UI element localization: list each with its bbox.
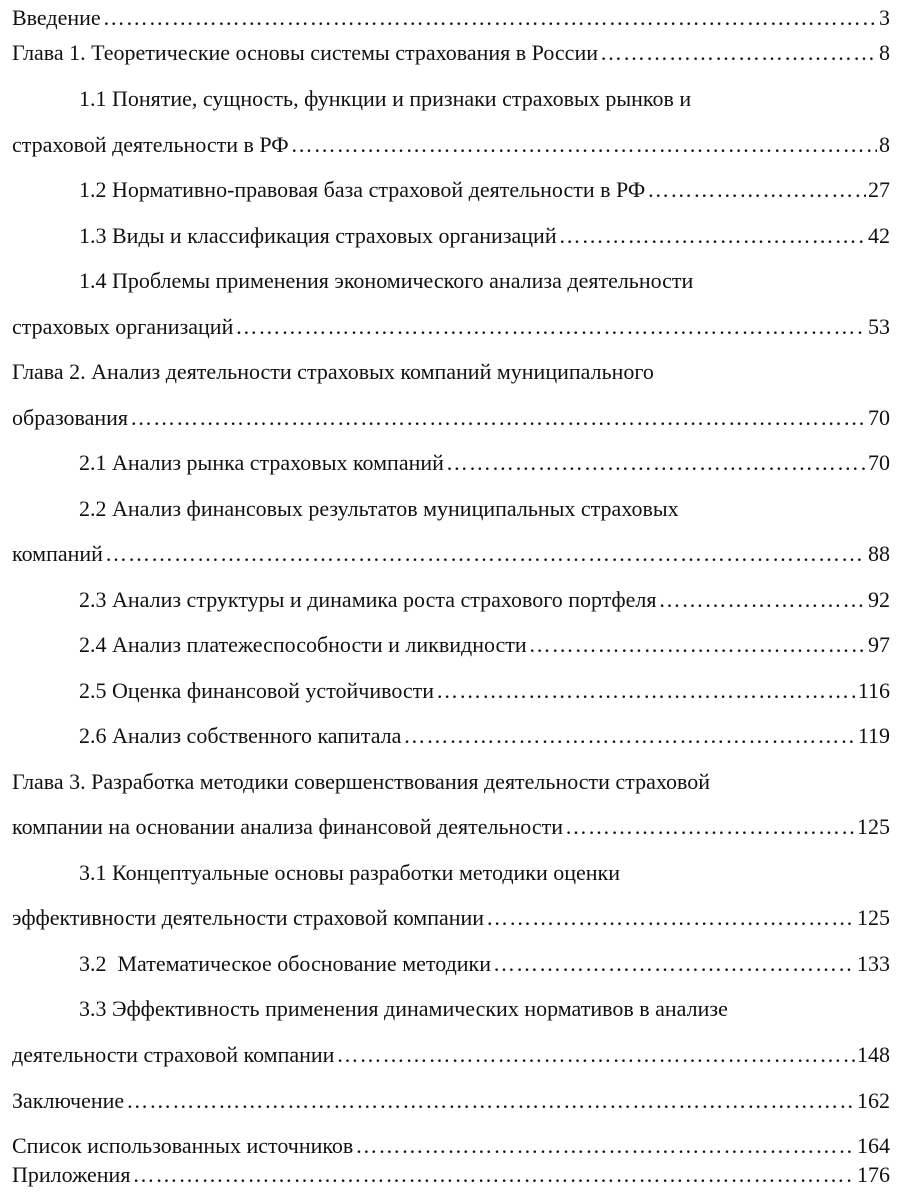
dot-leader: [130, 403, 866, 433]
toc-entry-page: 176: [857, 1162, 890, 1187]
toc-entry-page: 42: [868, 223, 890, 248]
toc-entry-chapter-2-line1[interactable]: [12, 357, 890, 387]
dot-leader: [647, 175, 866, 205]
toc-entry-page: 88: [868, 541, 890, 566]
dot-leader: [658, 585, 866, 615]
toc-entry-1-4-line2[interactable]: [12, 312, 890, 342]
toc-entry-title: компаний: [12, 541, 103, 566]
toc-entry-3-2[interactable]: [79, 949, 890, 979]
toc-entry-1-4-line1[interactable]: [79, 266, 890, 296]
toc-entry-1-2[interactable]: [79, 175, 890, 205]
toc-entry-chapter-2-line2[interactable]: [12, 403, 890, 433]
dot-leader: [559, 221, 866, 251]
dot-leader: [355, 1131, 855, 1161]
toc-entry-page: 27: [868, 177, 890, 202]
toc-entry-page: 3: [879, 5, 890, 30]
toc-entry-page: 53: [868, 314, 890, 339]
toc-entry-title: деятельности страховой компании: [12, 1042, 335, 1067]
toc-entry-title: образования: [12, 405, 129, 430]
toc-entry-2-3[interactable]: [79, 585, 890, 615]
dot-leader: [529, 630, 866, 660]
toc-entry-title: Глава 1. Теоретические основы системы страхования в России: [12, 40, 598, 65]
toc-entry-title: Приложения: [12, 1162, 131, 1187]
toc-entry-title: Введение: [12, 5, 101, 30]
toc-entry-3-1-line2[interactable]: [12, 903, 890, 933]
toc-entry-1-1-line2[interactable]: [12, 130, 890, 160]
dot-leader: [336, 1040, 855, 1070]
toc-entry-title: 1.4 Проблемы применения экономического анализа деятельности: [79, 268, 694, 293]
dot-leader: [291, 130, 877, 160]
toc-entry-2-1[interactable]: [79, 448, 890, 478]
dot-leader: [105, 539, 866, 569]
toc-entry-title: 1.2 Нормативно-правовая база страховой деятельности в РФ: [79, 177, 646, 202]
toc-entry-page: 70: [868, 405, 890, 430]
toc-entry-page: 148: [857, 1042, 890, 1067]
toc-entry-intro[interactable]: [12, 3, 890, 33]
toc-entry-title: 2.6 Анализ собственного капитала: [79, 723, 402, 748]
dot-leader: [565, 812, 855, 842]
toc-entry-page: 70: [868, 450, 890, 475]
toc-entry-title: страховых организаций: [12, 314, 234, 339]
toc-entry-3-3-line2[interactable]: [12, 1040, 890, 1070]
toc-entry-title: 2.5 Оценка финансовой устойчивости: [79, 678, 435, 703]
dot-leader: [600, 38, 877, 68]
toc-entry-page: 116: [857, 678, 890, 703]
toc-entry-title: Глава 3. Разработка методики совершенствования деятельности страховой: [12, 769, 711, 794]
toc-entry-3-3-line1[interactable]: [79, 994, 890, 1024]
toc-entry-page: 119: [857, 723, 890, 748]
toc-entry-3-1-line1[interactable]: [79, 858, 890, 888]
toc-entry-chapter-3-line1[interactable]: [12, 767, 890, 797]
toc-entry-1-1-line1[interactable]: [79, 84, 890, 114]
toc-entry-page: 92: [868, 587, 890, 612]
toc-entry-2-6[interactable]: [79, 721, 890, 751]
toc-entry-title: 2.2 Анализ финансовых результатов муниципальных страховых: [79, 496, 679, 521]
toc-entry-title: Заключение: [12, 1088, 125, 1113]
toc-entry-title: 1.1 Понятие, сущность, функции и признаки страховых рынков и: [79, 86, 692, 111]
dot-leader: [403, 721, 855, 751]
toc-entry-2-2-line1[interactable]: [79, 494, 890, 524]
toc-entry-page: 164: [857, 1133, 890, 1158]
toc-entry-title: Глава 2. Анализ деятельности страховых компаний муниципального: [12, 359, 654, 384]
toc-entry-page: 8: [879, 132, 890, 157]
toc-entry-chapter-3-line2[interactable]: [12, 812, 890, 842]
dot-leader: [235, 312, 866, 342]
toc-entry-title: страховой деятельности в РФ: [12, 132, 289, 157]
dot-leader: [486, 903, 855, 933]
toc-entry-page: 162: [857, 1088, 890, 1113]
toc-entry-title: 3.2 Математическое обоснование методики: [79, 951, 491, 976]
toc-entry-page: 133: [857, 951, 890, 976]
toc-entry-title: 2.3 Анализ структуры и динамика роста страхового портфеля: [79, 587, 657, 612]
toc-entry-2-5[interactable]: [79, 676, 890, 706]
toc-entry-page: 125: [857, 905, 890, 930]
toc-entry-title: 1.3 Виды и классификация страховых организаций: [79, 223, 557, 248]
toc-entry-title: 3.3 Эффективность применения динамических нормативов в анализе: [79, 996, 728, 1021]
dot-leader: [132, 1160, 855, 1190]
toc-entry-title: Список использованных источников: [12, 1133, 354, 1158]
toc-entry-page: 97: [868, 632, 890, 657]
toc-entry-title: компании на основании анализа финансовой деятельности: [12, 814, 563, 839]
toc-entry-title: 2.1 Анализ рынка страховых компаний: [79, 450, 444, 475]
toc-entry-2-2-line2[interactable]: [12, 539, 890, 569]
toc-entry-chapter-1[interactable]: [12, 38, 890, 68]
toc-entry-page: 125: [857, 814, 890, 839]
dot-leader: [436, 676, 856, 706]
toc-entry-title: эффективности деятельности страховой компании: [12, 905, 485, 930]
toc-entry-title: 3.1 Концептуальные основы разработки методики оценки: [79, 860, 621, 885]
toc-entry-appendices[interactable]: [12, 1160, 890, 1190]
toc-entry-references[interactable]: [12, 1131, 890, 1161]
toc-entry-conclusion[interactable]: [12, 1086, 890, 1116]
dot-leader: [103, 3, 877, 33]
toc-entry-2-4[interactable]: [79, 630, 890, 660]
dot-leader: [493, 949, 855, 979]
dot-leader: [446, 448, 866, 478]
dot-leader: [126, 1086, 855, 1116]
toc-entry-title: 2.4 Анализ платежеспособности и ликвидности: [79, 632, 527, 657]
toc-entry-1-3[interactable]: [79, 221, 890, 251]
toc-entry-page: 8: [879, 40, 890, 65]
